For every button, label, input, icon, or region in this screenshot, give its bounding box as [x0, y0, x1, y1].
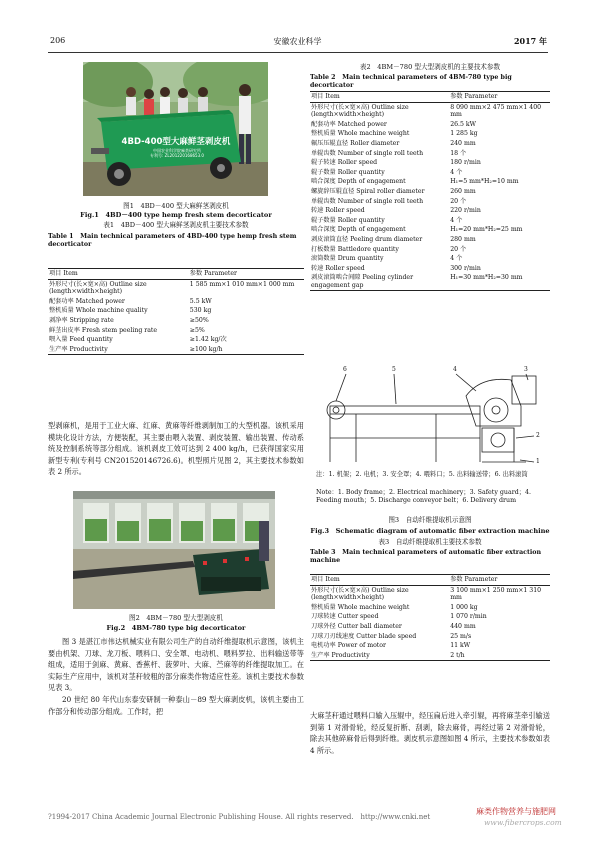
callout-1: 1 — [536, 458, 540, 465]
table-row — [310, 273, 550, 291]
table-cell-item: 鲜茎出皮率 Fresh stem peeling rate — [49, 326, 158, 334]
table-row — [310, 603, 550, 613]
table-cell-value: 1 285 kg — [450, 130, 478, 138]
table-row — [48, 335, 304, 345]
figure-3-caption-en: Fig.3 Schematic diagram of automatic fiber extraction machine — [310, 527, 550, 535]
left-para-2-text: 图 3 是湛江市伟达机械实业有限公司生产的自动纤维提取机示意图，该机主要由机架、刀球、龙刀板、喂料口、安全罩、电动机、喂料罗拉、出料输送带等组成，适用于剑麻、黄麻、香蕉杆、菠萝叶、大麻、苎麻等的纤维提取加工。在实际生产应用中，该机对茎秆较粗的部分麻类作物适应性差。该机主要技术参数见表 3。 — [48, 637, 304, 693]
table-cell-value: 5.5 kW — [189, 297, 212, 305]
table-cell-value: H₁=30 mm*H₂=30 mm — [449, 273, 550, 291]
table-cell-value: 1 585 mm×1 010 mm×1 000 mm — [189, 280, 295, 288]
figure-2-photo — [73, 491, 275, 609]
callout-6: 6 — [343, 366, 347, 373]
table-cell-item: 转速 Roller speed — [311, 264, 365, 272]
table-cell-item: 辊子数量 Roller quantity — [311, 168, 385, 176]
table-cell-item: 生产率 Productivity — [48, 345, 189, 355]
table-cell-value: 220 r/min — [450, 207, 481, 215]
table-row — [310, 632, 550, 642]
table-cell-value: 18 个 — [450, 149, 467, 157]
table-cell-item: 辊子转速 Roller speed — [311, 159, 378, 167]
journal-name: 安徽农业科学 — [273, 37, 322, 46]
figure-2-caption-cn: 图2 4BM－780 型大型剥皮机 — [128, 614, 223, 622]
table-cell-item: 刀球刀刃线速度 Cutter blade speed — [311, 632, 417, 640]
table-cell-item: 打板数量 Battledore quantity — [311, 245, 399, 253]
table-cell-value: 4 个 — [450, 216, 463, 224]
table-cell-item: 螺旋辞压辊直径 Spiral roller diameter — [311, 187, 425, 195]
table-row — [310, 206, 550, 216]
table-cell-item: 生产率 Productivity — [310, 651, 449, 661]
copyright-line: ?1994-2017 China Academic Journal Electronic Publishing House. All rights reserved. http://www.cnki.net — [48, 813, 431, 821]
callout-4: 4 — [453, 366, 457, 373]
table-cell-value: ≥100 kg/h — [189, 345, 304, 355]
figure-1-caption-cn: 图1 4BD－400 型大麻鲜茎剥皮机 — [123, 202, 229, 210]
left-paragraph-1 — [48, 420, 304, 478]
table-row — [310, 139, 550, 149]
table-1-title-en-text: Main technical parameters of 4BD-400 type hemp fresh stem decorticator — [48, 233, 297, 249]
figure-1-caption-en: Fig.1 4BD－400 type hemp fresh stem decorticator — [80, 211, 272, 219]
figure-1-photo — [83, 62, 268, 196]
table-cell-value: 440 mm — [450, 622, 476, 630]
table-cell-item: 辗压压辊直径 Roller diameter — [311, 139, 400, 147]
table-cell-value: 1 000 kg — [450, 603, 478, 611]
table-cell-value: 25 m/s — [450, 632, 472, 640]
figure-3-note-cn: 注：1. 机架；2. 电机；3. 安全罩；4. 喂料口；5. 出料输送带；6. 出料滚筒 — [316, 471, 528, 478]
table-row — [310, 158, 550, 168]
table-3-title-cn: 表3 自动纤维提取机主要技术参数 — [378, 538, 482, 546]
table-row — [310, 216, 550, 226]
table-cell-value: 1 070 r/min — [450, 613, 487, 621]
table-cell-value: 180 r/min — [450, 159, 481, 167]
table-3-col-item: 项目 Item — [310, 575, 449, 586]
figure-3-schematic — [316, 366, 546, 468]
table-2-label: Table 2 — [310, 74, 336, 81]
table-cell-item: 外形尺寸(长×宽×高) Outline size (length×width×height) — [311, 586, 409, 602]
journal-year: 2017 年 — [513, 36, 547, 46]
table-cell-item: 整机质量 Whole machine weight — [311, 603, 410, 611]
table-3 — [310, 574, 550, 661]
table-cell-value: H₁=5 mm*H₂=10 mm — [450, 178, 519, 186]
table-row — [48, 326, 304, 336]
table-row — [310, 254, 550, 264]
callout-3: 3 — [524, 366, 528, 373]
table-cell-item: 刀球转速 Cutter speed — [311, 613, 379, 621]
table-3-col-param: 参数 Parameter — [449, 575, 550, 586]
table-row — [48, 279, 304, 297]
table-cell-value: ≥1.42 kg/次 — [189, 336, 227, 344]
fiber-extraction-machine-diagram — [316, 366, 546, 468]
table-2-col-item: 项目 Item — [310, 92, 449, 103]
table-cell-item: 转速 Roller speed — [311, 207, 365, 215]
table-cell-value: H₁=20 mm*H₂=25 mm — [450, 226, 523, 234]
table-cell-item: 喂入量 Feed quantity — [49, 336, 113, 344]
table-row — [48, 297, 304, 307]
table-3-title-en — [310, 549, 550, 565]
table-row — [310, 585, 550, 603]
table-cell-item: 外形尺寸(长×宽×高) Outline size (length×width×height) — [311, 103, 409, 119]
table-cell-value: ≥50% — [189, 316, 209, 324]
table-row — [48, 345, 304, 355]
watermark-url: www.fibercrops.com — [484, 818, 562, 827]
table-3-label: Table 3 — [310, 549, 336, 556]
table-row — [310, 225, 550, 235]
page-number: 206 — [50, 36, 66, 45]
table-2-title-cn: 表2 4BM－780 型大型剥皮机的主要技术参数 — [359, 63, 501, 71]
table-row — [48, 306, 304, 316]
table-2 — [310, 91, 550, 291]
table-cell-value: 300 r/min — [450, 264, 481, 272]
left-paragraph-2 — [48, 636, 304, 717]
table-row — [310, 264, 550, 274]
table-cell-value: 20 个 — [450, 245, 467, 253]
table-1-col-item: 项目 Item — [48, 269, 189, 280]
figure-3-caption-cn: 图3 自动纤维提取机示意图 — [388, 516, 472, 524]
table-row — [310, 102, 550, 120]
table-cell-value: 530 kg — [189, 307, 212, 315]
machine-sign-text: 4BD-400型大麻鲜茎剥皮机 — [121, 137, 231, 147]
table-row — [310, 129, 550, 139]
table-cell-item: 滚筒数量 Drum quantity — [311, 255, 384, 263]
table-cell-value: 3 100 mm×1 250 mm×1 310 mm — [450, 586, 542, 602]
machine-sign-sub1: 中国农业科学院麻类研究所 — [153, 148, 201, 153]
table-cell-item: 单辊齿数 Number of single roll teeth — [311, 149, 424, 157]
table-cell-value: 260 mm — [450, 187, 476, 195]
table-2-col-param: 参数 Parameter — [449, 92, 550, 103]
table-row — [310, 245, 550, 255]
callout-2: 2 — [536, 432, 540, 439]
table-1-col-param: 参数 Parameter — [189, 269, 304, 280]
big-decorticator-photo-illustration — [73, 491, 275, 609]
table-row — [310, 120, 550, 130]
table-cell-item: 啮合深度 Depth of engagement — [311, 178, 406, 186]
table-cell-value: ≥5% — [189, 326, 205, 334]
table-row — [310, 641, 550, 651]
table-cell-value: 2 t/h — [449, 651, 550, 661]
table-row — [310, 197, 550, 207]
watermark-cn: 麻类作物营养与施肥网 — [476, 807, 556, 816]
table-cell-value: 8 090 mm×2 475 mm×1 400 mm — [450, 103, 542, 119]
table-cell-value: 26.5 kW — [450, 120, 477, 128]
table-cell-item: 剥净率 Stripping rate — [49, 316, 114, 324]
table-cell-item: 整机质量 Whole machine quality — [49, 307, 148, 315]
table-cell-item: 电机功率 Power of motor — [311, 642, 386, 650]
table-row — [310, 187, 550, 197]
table-cell-item: 整机质量 Whole machine weight — [311, 130, 410, 138]
table-row — [310, 622, 550, 632]
table-2-title-en — [310, 74, 550, 90]
table-cell-item: 单辊齿数 Number of single roll teeth — [311, 197, 424, 205]
table-row — [48, 316, 304, 326]
table-cell-value: 4 个 — [450, 168, 463, 176]
table-cell-item: 配套功率 Matched power — [311, 120, 387, 128]
table-cell-value: 20 个 — [450, 197, 467, 205]
table-cell-item: 刀球外径 Cutter ball diameter — [311, 622, 402, 630]
table-row — [310, 168, 550, 178]
table-row — [310, 149, 550, 159]
table-1-title-cn: 表1 4BD－400 型大麻鲜茎剥皮机主要技术参数 — [103, 221, 249, 229]
table-cell-item: 配套功率 Matched power — [49, 297, 125, 305]
callout-5: 5 — [392, 366, 396, 373]
machine-sign-sub2: 专利号: ZL201220168653.0 — [150, 153, 204, 158]
figure-2-caption-en: Fig.2 4BM-780 type big decorticator — [106, 624, 246, 632]
table-row — [310, 235, 550, 245]
table-1 — [48, 268, 304, 355]
table-cell-value: 240 mm — [450, 139, 476, 147]
table-cell-value: 280 mm — [450, 235, 476, 243]
hemp-decorticator-photo-illustration — [83, 62, 268, 196]
table-cell-item: 剥皮滚筒啮合间隙 Peeling cylinder engagement gap — [310, 273, 449, 291]
table-cell-item: 辊子数量 Roller quantity — [311, 216, 385, 224]
table-3-title-en-text: Main technical parameters of automatic fiber extraction machine — [310, 549, 542, 565]
table-cell-value: 4 个 — [450, 255, 463, 263]
header-rule — [48, 52, 548, 53]
left-para-1-text: 型剥麻机，是用于工业大麻、红麻、黄麻等纤维剥制加工的大型机器。该机采用模块化设计方法，方便装配，其主要由喂入装置、剥皮装置、输出装置、传动系统及控制系统等部分组成。该机剥皮工效可达到 2 400 kg/h，已获得国家实用新型专利(专利号 CN201520146726.6)。机型照片见图 2，其主要技术参数如表 2 所示。 — [48, 421, 304, 477]
table-row — [310, 651, 550, 661]
table-row — [310, 177, 550, 187]
right-paragraph — [310, 710, 550, 756]
left-para-3-text: 20 世纪 80 年代山东泰安研制一种泰山－89 型大麻剥皮机，该机主要由工作部分和传动部分组成。工作时，把 — [48, 694, 304, 716]
right-para-text: 大麻茎秆通过喂料口输入压辊中，经压扁后进入牵引辊，再将麻茎牵引输送到第 1 对滑骨轮，经反复折断、刮剥，除去麻骨，再经过第 2 对滑骨轮，除去其他碎麻骨后得到纤维。剥皮机示意图如图 4 所示，主要技术参数如表 4 所示。 — [310, 711, 550, 755]
table-1-title-en — [48, 233, 304, 249]
table-row — [310, 612, 550, 622]
figure-3-note-en: Note：1. Body frame；2. Electrical machinery；3. Safety guard；4. Feeding mouth；5. Discharge conveyor belt；6. Delivery drum — [316, 489, 532, 505]
table-cell-item: 剥皮滚筒直径 Peeling drum diameter — [311, 235, 423, 243]
table-2-title-en-text: Main technical parameters of 4BM-780 type big decorticator — [310, 74, 512, 90]
table-cell-value: 11 kW — [450, 642, 471, 650]
table-cell-item: 外形尺寸(长×宽×高) Outline size (length×width×height) — [49, 280, 147, 296]
table-cell-item: 啮合深度 Depth of engagement — [311, 226, 406, 234]
table-1-label: Table 1 — [48, 233, 74, 240]
